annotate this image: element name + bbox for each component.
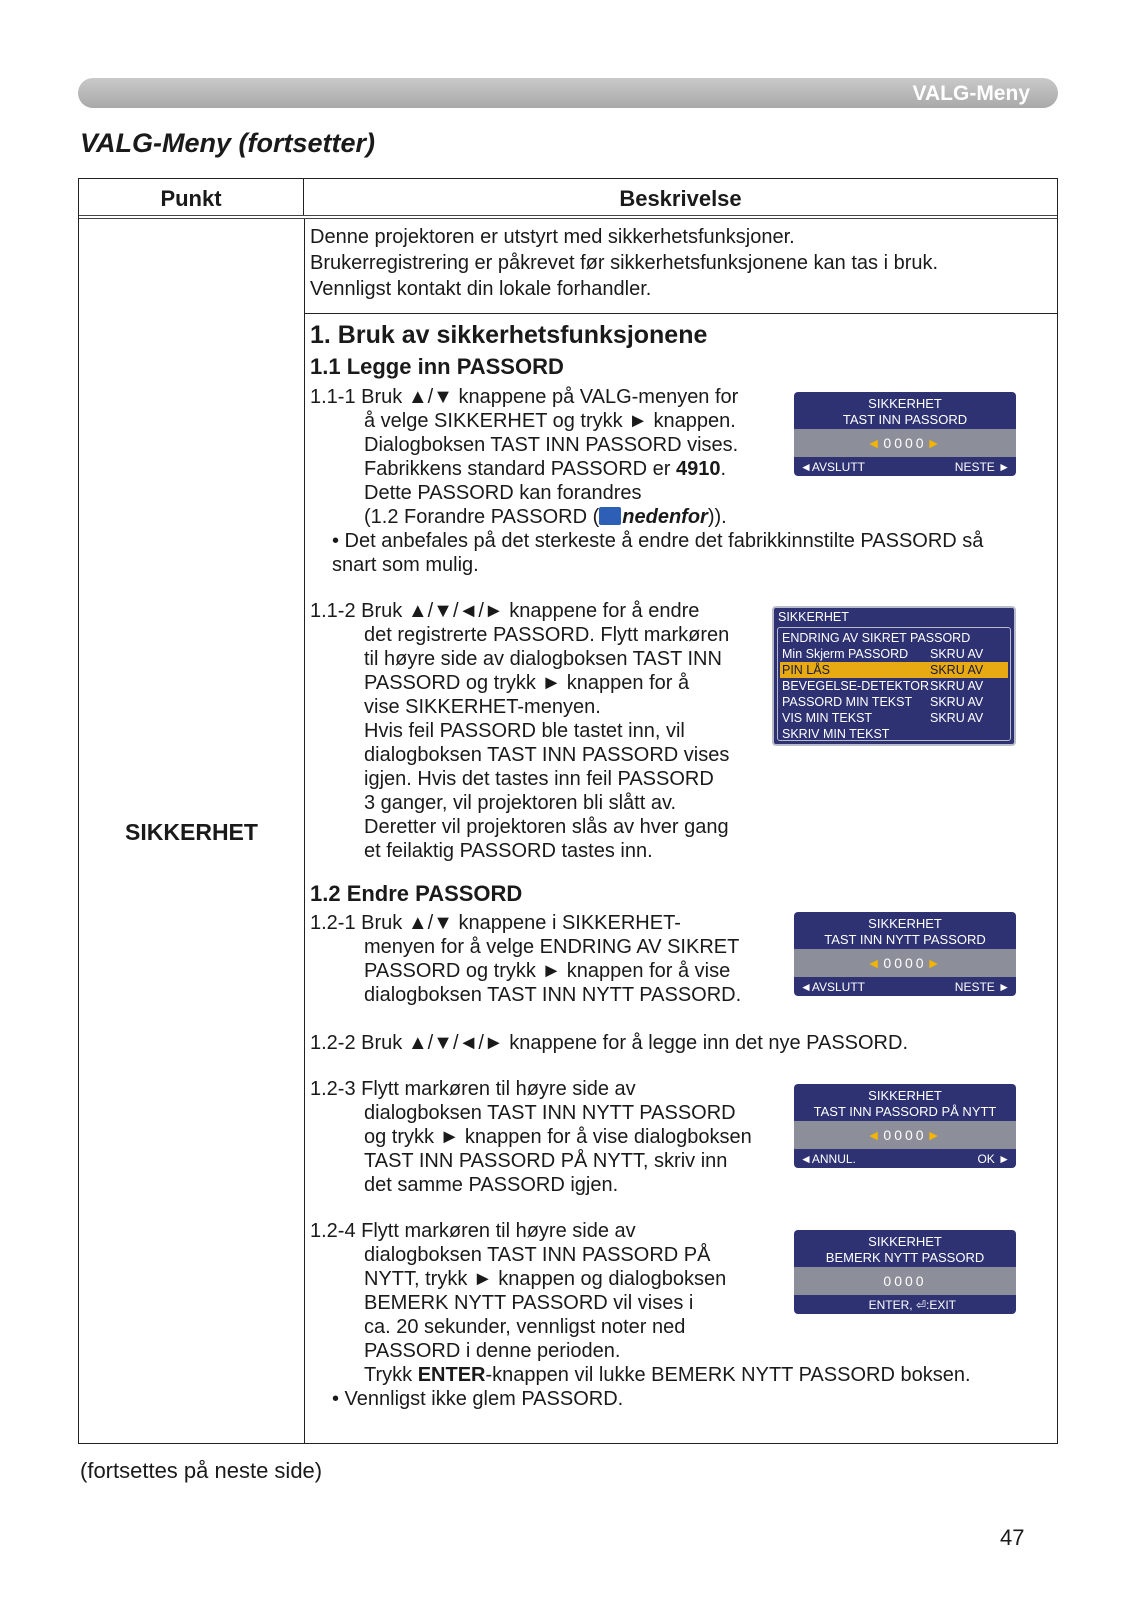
page-title: VALG-Meny (fortsetter) <box>80 128 376 158</box>
menu-item[interactable]: PASSORD MIN TEKST SKRU AV <box>782 695 984 709</box>
next-button[interactable]: NESTE ► <box>954 460 1010 474</box>
step-line: TAST INN PASSORD PÅ NYTT, skriv inn <box>364 1150 728 1172</box>
step-line: dialogboksen TAST INN NYTT PASSORD. <box>364 984 742 1006</box>
reference-link[interactable]: nedenfor <box>622 506 708 528</box>
col-desc-header: Beskrivelse <box>619 186 742 211</box>
intro-line: Vennligst kontakt din lokale forhandler. <box>310 278 652 300</box>
menu-item[interactable]: BEVEGELSE-DETEKTOR SKRU AV <box>782 679 984 693</box>
step-line: Dette PASSORD kan forandres <box>364 482 642 504</box>
step-text: Trykk <box>364 1364 418 1386</box>
intro-line: Denne projektoren er utstyrt med sikkerhetsfunksjoner. <box>310 226 795 248</box>
step-line: NYTT, trykk ► knappen og dialogboksen <box>364 1268 727 1290</box>
enter-key-label: ENTER <box>417 1364 486 1386</box>
step-line: igjen. Hvis det tastes inn feil PASSORD <box>364 768 714 790</box>
step-line: dialogboksen TAST INN PASSORD vises <box>364 744 730 766</box>
menu-item-selected[interactable]: PIN LÅS SKRU AV <box>780 662 1008 678</box>
subsection-heading: 1.2 Endre PASSORD <box>310 881 523 906</box>
step-text: )). <box>707 506 727 528</box>
page-number: 47 <box>1000 1525 1025 1550</box>
step-line: og trykk ► knappen for å vise dialogboksen <box>364 1126 752 1148</box>
step-line <box>364 505 727 530</box>
reenter-password-dialog <box>794 1084 1016 1168</box>
step-line: Deretter vil projektoren slås av hver gang <box>364 816 729 838</box>
row-divider <box>304 313 1057 314</box>
password-field[interactable]: ◄0000► <box>794 429 1016 457</box>
exit-button[interactable]: ◄AVSLUTT <box>800 460 865 474</box>
continued-note: (fortsettes på neste side) <box>80 1458 323 1483</box>
step-line: 1.1-2 Bruk ▲/▼/◄/► knappene for å endre <box>310 600 700 622</box>
step-line: 1.1-1 Bruk ▲/▼ knappene på VALG-menyen for <box>310 386 739 408</box>
step-line: 1.2-2 Bruk ▲/▼/◄/► knappene for å legge inn det nye PASSORD. <box>310 1032 908 1054</box>
password-display: 0000 <box>794 1267 1016 1295</box>
step-line: 1.2-3 Flytt markøren til høyre side av <box>310 1078 636 1100</box>
step-line: Dialogboksen TAST INN PASSORD vises. <box>364 434 739 456</box>
section-header-bar <box>78 78 1058 108</box>
dialog-subtitle: BEMERK NYTT PASSORD <box>825 1250 985 1265</box>
dialog-subtitle: TAST INN PASSORD <box>842 412 968 427</box>
table-header <box>79 179 1057 219</box>
step-line: 1.2-4 Flytt markøren til høyre side av <box>310 1220 636 1242</box>
dialog-title: SIKKERHET <box>868 1088 942 1103</box>
note-password-dialog <box>794 1230 1016 1314</box>
menu-item[interactable]: Min Skjerm PASSORD SKRU AV <box>782 647 984 661</box>
step-line: PASSORD og trykk ► knappen for å vise <box>364 960 731 982</box>
dialog-title: SIKKERHET <box>868 396 942 411</box>
default-password: 4910 <box>675 458 721 480</box>
book-reference-icon <box>599 507 621 525</box>
menu-item[interactable]: ENDRING AV SIKRET PASSORD <box>782 631 971 645</box>
step-line <box>364 1363 971 1388</box>
dialog-title: SIKKERHET <box>868 916 942 931</box>
exit-button[interactable]: ◄AVSLUTT <box>800 980 865 994</box>
step-line: å velge SIKKERHET og trykk ► knappen. <box>364 410 736 432</box>
next-button[interactable]: NESTE ► <box>954 980 1010 994</box>
ok-button[interactable]: OK ► <box>977 1152 1010 1166</box>
step-line: dialogboksen TAST INN NYTT PASSORD <box>364 1102 736 1124</box>
dialog-subtitle: TAST INN NYTT PASSORD <box>824 932 986 947</box>
enter-password-dialog <box>794 392 1016 476</box>
security-menu <box>772 606 1016 746</box>
item-name: SIKKERHET <box>125 819 258 845</box>
section-tab-label: VALG-Meny <box>912 82 1030 105</box>
enter-exit-hint: ENTER, ⏎:EXIT <box>868 1298 956 1312</box>
step-line: PASSORD og trykk ► knappen for å <box>364 672 690 694</box>
step-text: -knappen vil lukke BEMERK NYTT PASSORD boksen. <box>485 1364 971 1386</box>
step-line: Hvis feil PASSORD ble tastet inn, vil <box>364 720 685 742</box>
menu-list <box>777 627 1011 741</box>
menu-item[interactable]: VIS MIN TEKST SKRU AV <box>782 711 984 725</box>
note-line: snart som mulig. <box>332 554 479 576</box>
step-line: det registrerte PASSORD. Flytt markøren <box>364 624 730 646</box>
password-field[interactable]: ◄0000► <box>794 1121 1016 1149</box>
step-line: 1.2-1 Bruk ▲/▼ knappene i SIKKERHET- <box>310 912 681 934</box>
dialog-title: SIKKERHET <box>868 1234 942 1249</box>
step-line: ca. 20 sekunder, vennligst noter ned <box>364 1316 686 1338</box>
step-line: til høyre side av dialogboksen TAST INN <box>364 648 722 670</box>
step-line: et feilaktig PASSORD tastes inn. <box>364 840 653 862</box>
column-divider <box>304 219 305 1443</box>
section-heading: 1. Bruk av sikkerhetsfunksjonene <box>310 321 708 349</box>
step-line: det samme PASSORD igjen. <box>364 1174 619 1196</box>
new-password-dialog <box>794 912 1016 996</box>
step-line: menyen for å velge ENDRING AV SIKRET <box>364 936 740 958</box>
subsection-heading: 1.1 Legge inn PASSORD <box>310 354 564 379</box>
step-line: PASSORD i denne perioden. <box>364 1340 621 1362</box>
password-field[interactable]: ◄0000► <box>794 949 1016 977</box>
menu-title: SIKKERHET <box>778 610 849 624</box>
step-line: vise SIKKERHET-menyen. <box>364 696 601 718</box>
step-line: BEMERK NYTT PASSORD vil vises i <box>364 1292 694 1314</box>
step-line: Fabrikkens standard PASSORD er 4910. <box>364 458 727 480</box>
dialog-subtitle: TAST INN PASSORD PÅ NYTT <box>813 1104 997 1119</box>
note-line: • Det anbefales på det sterkeste å endre det fabrikkinnstilte PASSORD så <box>332 530 984 552</box>
step-line: 3 ganger, vil projektoren bli slått av. <box>364 792 677 814</box>
step-text: (1.2 Forandre PASSORD ( <box>364 506 600 528</box>
cancel-button[interactable]: ◄ANNUL. <box>800 1152 856 1166</box>
menu-item[interactable]: SKRIV MIN TEKST <box>782 727 890 741</box>
step-line: dialogboksen TAST INN PASSORD PÅ <box>364 1244 711 1266</box>
note-line: • Vennligst ikke glem PASSORD. <box>332 1388 624 1410</box>
col-item-header: Punkt <box>79 179 304 215</box>
intro-line: Brukerregistrering er påkrevet før sikkerhetsfunksjonene kan tas i bruk. <box>310 252 939 274</box>
step-text: Fabrikkens standard PASSORD er <box>364 458 676 480</box>
